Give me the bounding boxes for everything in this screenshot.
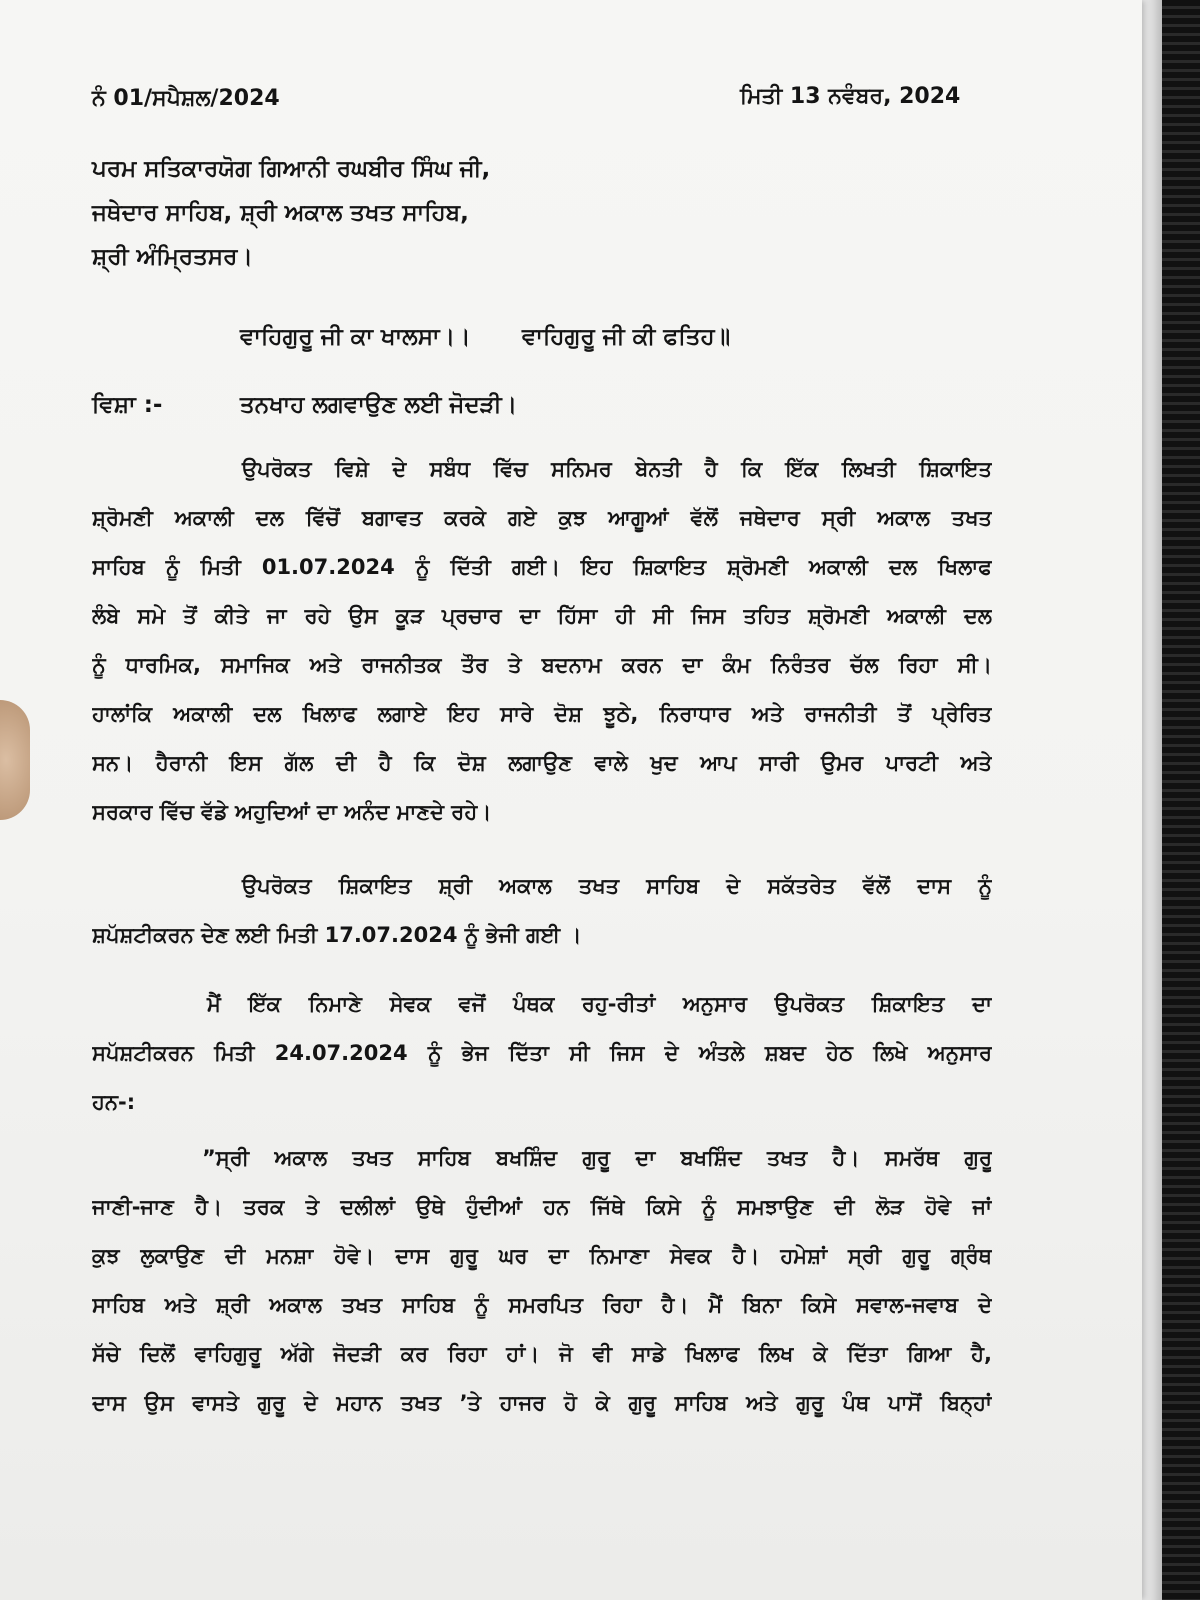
paragraph-line: ਸੱਚੇ ਦਿਲੋਂ ਵਾਹਿਗੁਰੂ ਅੱਗੇ ਜੋਦੜੀ ਕਰ ਰਿਹਾ ਹਾਂ। ਜੋ ਵੀ ਸਾਡੇ ਖਿਲਾਫ ਲਿਖ ਕੇ ਦਿੱਤਾ ਗਿਆ ਹੈ, — [92, 1342, 992, 1366]
paragraph-line: ਦਾਸ ਉਸ ਵਾਸਤੇ ਗੁਰੂ ਦੇ ਮਹਾਨ ਤਖਤ ’ਤੇ ਹਾਜਰ ਹੋ ਕੇ ਗੁਰੂ ਸਾਹਿਬ ਅਤੇ ਗੁਰੂ ਪੰਥ ਪਾਸੋਂ ਬਿਨ੍ਹਾਂ — [92, 1391, 992, 1415]
greeting-fateh: ਵਾਹਿਗੁਰੂ ਜੀ ਕੀ ਫਤਿਹ॥ — [522, 324, 731, 350]
letter-date: ਮਿਤੀ 13 ਨਵੰਬਰ, 2024 — [740, 84, 961, 109]
paper-stack-edge — [1139, 0, 1162, 1600]
subject-label: ਵਿਸ਼ਾ :- — [92, 392, 163, 418]
paragraph-line: ਉਪਰੋਕਤ ਵਿਸ਼ੇ ਦੇ ਸਬੰਧ ਵਿੱਚ ਸਨਿਮਰ ਬੇਨਤੀ ਹੈ ਕਿ ਇੱਕ ਲਿਖਤੀ ਸ਼ਿਕਾਇਤ — [242, 457, 992, 481]
paragraph-1 — [92, 445, 992, 837]
paragraph-line: ਸਾਹਿਬ ਨੂੰ ਮਿਤੀ 01.07.2024 ਨੂੰ ਦਿੱਤੀ ਗਈ। ਇਹ ਸ਼ਿਕਾਇਤ ਸ਼੍ਰੋਮਣੀ ਅਕਾਲੀ ਦਲ ਖਿਲਾਫ — [92, 555, 992, 579]
address-line-2: ਜਥੇਦਾਰ ਸਾਹਿਬ, ਸ਼੍ਰੀ ਅਕਾਲ ਤਖਤ ਸਾਹਿਬ, — [92, 200, 469, 226]
paragraph-3 — [92, 980, 992, 1127]
address-line-1: ਪਰਮ ਸਤਿਕਾਰਯੋਗ ਗਿਆਨੀ ਰਘਬੀਰ ਸਿੰਘ ਜੀ, — [92, 156, 491, 182]
paragraph-line: ਸ਼ਪੱਸ਼ਟੀਕਰਨ ਦੇਣ ਲਈ ਮਿਤੀ 17.07.2024 ਨੂੰ ਭੇਜੀ ਗਈ । — [92, 923, 582, 947]
paragraph-line: ਲੰਬੇ ਸਮੇ ਤੋਂ ਕੀਤੇ ਜਾ ਰਹੇ ਉਸ ਕੂੜ ਪ੍ਰਚਾਰ ਦਾ ਹਿੱਸਾ ਹੀ ਸੀ ਜਿਸ ਤਹਿਤ ਸ਼੍ਰੋਮਣੀ ਅਕਾਲੀ ਦਲ — [92, 604, 992, 628]
paragraph-line: ਸਨ। ਹੈਰਾਨੀ ਇਸ ਗੱਲ ਦੀ ਹੈ ਕਿ ਦੋਸ਼ ਲਗਾਉਣ ਵਾਲੇ ਖੁਦ ਆਪ ਸਾਰੀ ਉਮਰ ਪਾਰਟੀ ਅਤੇ — [92, 751, 992, 775]
paragraph-line: ਸਪੱਸ਼ਟੀਕਰਨ ਮਿਤੀ 24.07.2024 ਨੂੰ ਭੇਜ ਦਿੱਤਾ ਸੀ ਜਿਸ ਦੇ ਅੰਤਲੇ ਸ਼ਬਦ ਹੇਠ ਲਿਖੇ ਅਨੁਸਾਰ — [92, 1041, 992, 1065]
reference-number: ਨੰ 01/ਸਪੈਸ਼ਲ/2024 — [92, 86, 280, 111]
paragraph-line: ਮੈਂ ਇੱਕ ਨਿਮਾਣੇ ਸੇਵਕ ਵਜੋਂ ਪੰਥਕ ਰਹੁ-ਰੀਤਾਂ ਅਨੁਸਾਰ ਉਪਰੋਕਤ ਸ਼ਿਕਾਇਤ ਦਾ — [207, 992, 992, 1016]
paragraph-line: ਸ਼੍ਰੋਮਣੀ ਅਕਾਲੀ ਦਲ ਵਿੱਚੋਂ ਬਗਾਵਤ ਕਰਕੇ ਗਏ ਕੁਝ ਆਗੂਆਂ ਵੱਲੋਂ ਜਥੇਦਾਰ ਸ੍ਰੀ ਅਕਾਲ ਤਖਤ — [92, 506, 992, 530]
greeting-khalsa: ਵਾਹਿਗੁਰੂ ਜੀ ਕਾ ਖਾਲਸਾ।। — [240, 324, 471, 350]
address-line-3: ਸ਼੍ਰੀ ਅੰਮ੍ਰਿਤਸਰ। — [92, 244, 253, 270]
paragraph-line: ਸਾਹਿਬ ਅਤੇ ਸ਼੍ਰੀ ਅਕਾਲ ਤਖਤ ਸਾਹਿਬ ਨੂੰ ਸਮਰਪਿਤ ਰਿਹਾ ਹੈ। ਮੈਂ ਬਿਨਾ ਕਿਸੇ ਸਵਾਲ-ਜਵਾਬ ਦੇ — [92, 1293, 992, 1317]
paragraph-line: ਹਾਲਾਂਕਿ ਅਕਾਲੀ ਦਲ ਖਿਲਾਫ ਲਗਾਏ ਇਹ ਸਾਰੇ ਦੋਸ਼ ਝੂਠੇ, ਨਿਰਾਧਾਰ ਅਤੇ ਰਾਜਨੀਤੀ ਤੋਂ ਪ੍ਰੇਰਿਤ — [92, 702, 992, 726]
paragraph-4-quote — [92, 1134, 992, 1428]
subject-text: ਤਨਖਾਹ ਲਗਵਾਉਣ ਲਈ ਜੋਦੜੀ। — [240, 392, 518, 418]
binder-spine — [1162, 0, 1200, 1600]
paragraph-2 — [92, 862, 992, 960]
paragraph-line: ਹਨ-: — [92, 1090, 136, 1114]
paragraph-line: ਜਾਣੀ-ਜਾਣ ਹੈ। ਤਰਕ ਤੇ ਦਲੀਲਾਂ ਉਥੇ ਹੁੰਦੀਆਂ ਹਨ ਜਿੱਥੇ ਕਿਸੇ ਨੂੰ ਸਮਝਾਉਣ ਦੀ ਲੋੜ ਹੋਵੇ ਜਾਂ — [92, 1195, 992, 1219]
paragraph-line: ਸਰਕਾਰ ਵਿੱਚ ਵੱਡੇ ਅਹੁਦਿਆਂ ਦਾ ਅਨੰਦ ਮਾਣਦੇ ਰਹੇ। — [92, 800, 492, 824]
paragraph-line: ਉਪਰੋਕਤ ਸ਼ਿਕਾਇਤ ਸ਼੍ਰੀ ਅਕਾਲ ਤਖਤ ਸਾਹਿਬ ਦੇ ਸਕੱਤਰੇਤ ਵੱਲੋਂ ਦਾਸ ਨੂੰ — [242, 874, 992, 898]
paragraph-line: ਨੂੰ ਧਾਰਮਿਕ, ਸਮਾਜਿਕ ਅਤੇ ਰਾਜਨੀਤਕ ਤੌਰ ਤੇ ਬਦਨਾਮ ਕਰਨ ਦਾ ਕੰਮ ਨਿਰੰਤਰ ਚੱਲ ਰਿਹਾ ਸੀ। — [92, 653, 992, 677]
paragraph-line: ਕੁਝ ਲੁਕਾਉਣ ਦੀ ਮਨਸ਼ਾ ਹੋਵੇ। ਦਾਸ ਗੁਰੂ ਘਰ ਦਾ ਨਿਮਾਣਾ ਸੇਵਕ ਹੈ। ਹਮੇਸ਼ਾਂ ਸ੍ਰੀ ਗੁਰੂ ਗ੍ਰੰਥ — [92, 1244, 992, 1268]
paragraph-line: ”ਸ੍ਰੀ ਅਕਾਲ ਤਖਤ ਸਾਹਿਬ ਬਖਸ਼ਿੰਦ ਗੁਰੂ ਦਾ ਬਖਸ਼ਿੰਦ ਤਖਤ ਹੈ। ਸਮਰੱਥ ਗੁਰੂ — [202, 1146, 992, 1170]
